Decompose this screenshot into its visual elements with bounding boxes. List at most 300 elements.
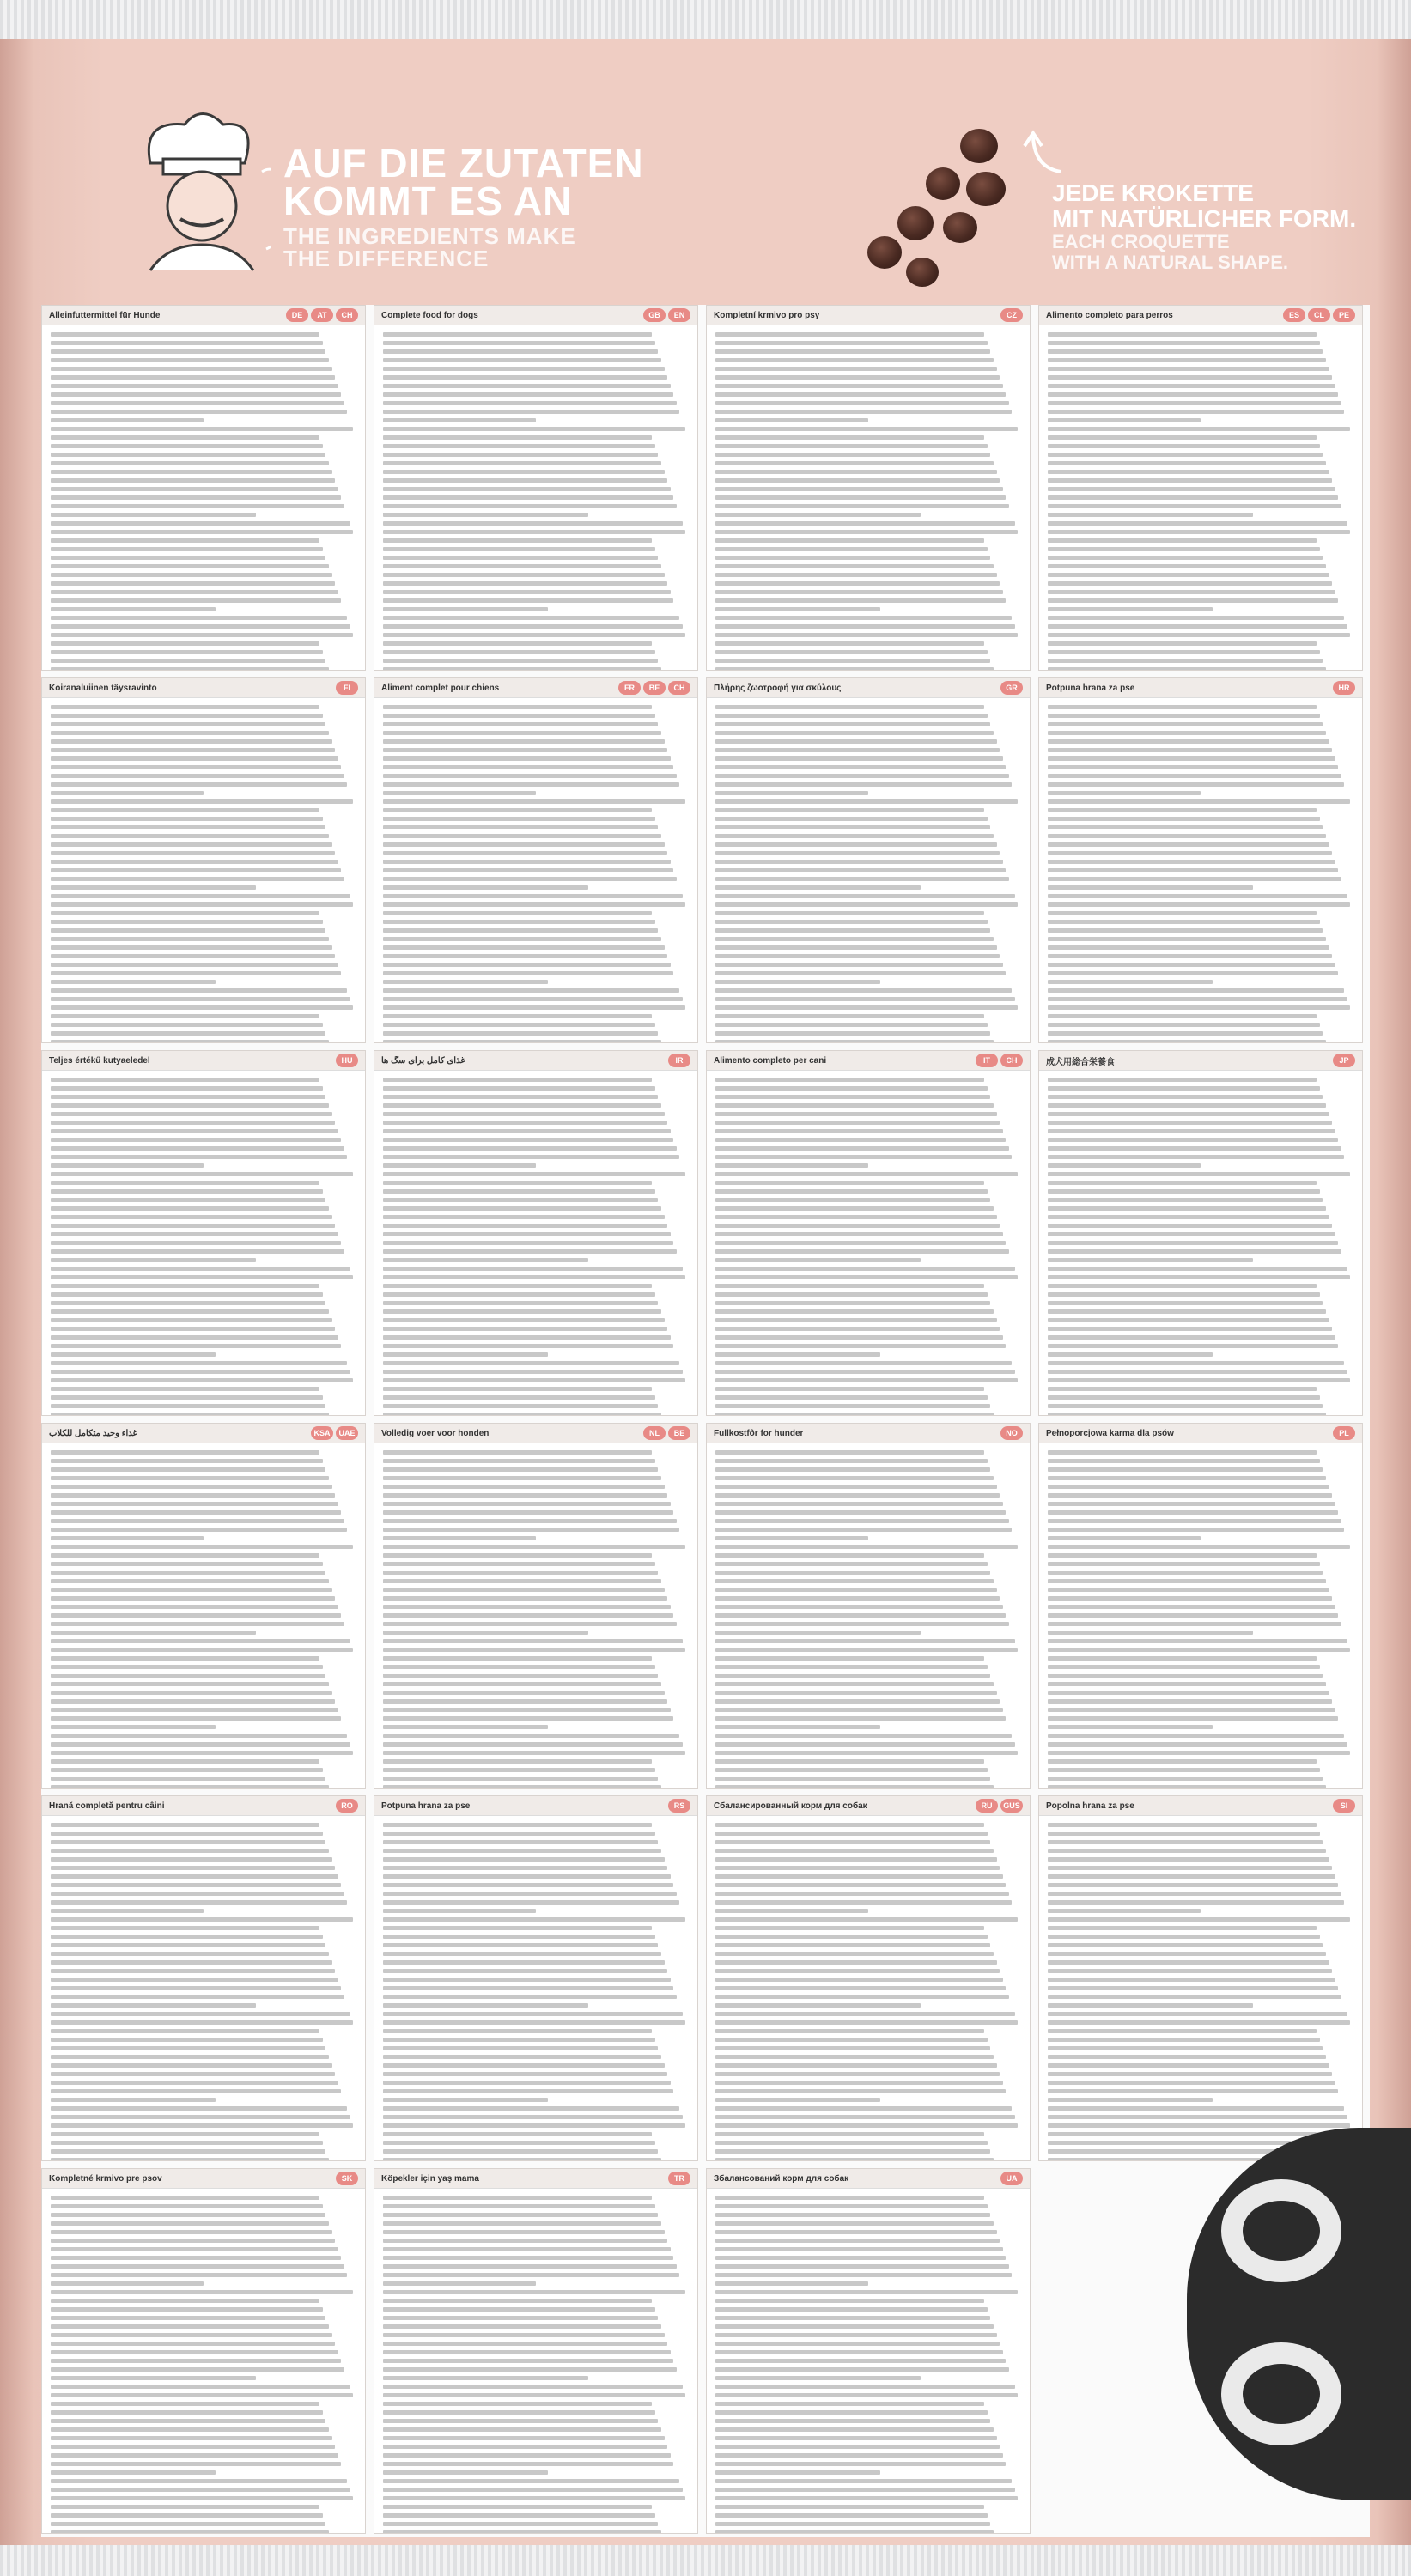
text-line: [51, 2419, 325, 2423]
text-line: [715, 418, 868, 422]
text-line: [715, 1395, 988, 1400]
text-line: [715, 667, 994, 671]
text-line: [1048, 722, 1323, 726]
text-line: [715, 1682, 994, 1686]
country-badges: [336, 1799, 358, 1813]
text-line: [51, 667, 329, 671]
text-line: [383, 1708, 671, 1712]
text-line: [715, 2453, 1003, 2458]
text-line: [1048, 607, 1213, 611]
text-line: [383, 2221, 661, 2226]
text-line: [383, 1138, 673, 1142]
country-badges: [1333, 1799, 1355, 1813]
text-line: [383, 1275, 685, 1279]
text-line: [383, 375, 667, 380]
text-line: [1048, 2098, 1213, 2102]
text-line: [383, 2316, 658, 2320]
text-line: [715, 1103, 994, 1108]
text-line: [1048, 954, 1332, 958]
text-line: [51, 2522, 325, 2526]
declaration-block: [706, 2168, 1031, 2534]
block-header: [374, 2169, 697, 2189]
text-line: [51, 988, 347, 993]
declaration-block: [374, 305, 698, 671]
text-line: [383, 1404, 658, 1408]
text-line: [1048, 1699, 1332, 1704]
text-line: [1048, 358, 1326, 362]
text-line: [715, 748, 1000, 752]
text-line: [1048, 1267, 1347, 1271]
text-line: [715, 885, 921, 890]
text-line: [51, 877, 344, 881]
text-line: [1048, 1078, 1317, 1082]
text-line: [51, 1926, 319, 1930]
text-line: [1048, 521, 1347, 526]
text-line: [383, 478, 667, 483]
country-badge: AT: [311, 308, 333, 322]
text-line: [383, 1969, 667, 1973]
text-line: [1048, 1129, 1335, 1133]
text-line: [1048, 799, 1350, 804]
text-line: [51, 1588, 332, 1592]
text-line: [51, 1935, 323, 1939]
declaration-block: [374, 1423, 698, 1789]
text-line: [715, 808, 984, 812]
text-line: [383, 2462, 673, 2466]
text-line: [383, 2393, 685, 2397]
text-line: [383, 756, 671, 761]
text-line: [51, 1327, 335, 1331]
text-line: [1048, 1413, 1326, 1416]
block-text: [42, 2189, 365, 2534]
text-line: [1048, 1335, 1335, 1340]
country-badges: [311, 1426, 358, 1440]
text-line: [715, 1086, 988, 1091]
text-line: [1048, 1545, 1350, 1549]
country-badge: HR: [1333, 681, 1355, 695]
text-line: [715, 2141, 988, 2145]
country-badges: [286, 308, 358, 322]
text-line: [715, 894, 1015, 898]
block-title: Köpekler için yaş mama: [381, 2173, 479, 2184]
text-line: [715, 1485, 997, 1489]
text-line: [715, 1952, 994, 1956]
text-line: [51, 714, 323, 718]
text-line: [383, 1095, 658, 1099]
block-title: 成犬用総合栄養食: [1046, 1057, 1115, 1067]
declaration-block: [706, 305, 1031, 671]
block-text: [707, 325, 1030, 671]
text-line: [715, 573, 997, 577]
text-line: [383, 1571, 658, 1575]
text-line: [1048, 1823, 1317, 1827]
text-line: [383, 765, 673, 769]
text-line: [715, 1849, 994, 1853]
text-line: [715, 1005, 1018, 1010]
text-line: [51, 2081, 338, 2085]
text-line: [715, 2462, 1006, 2466]
text-line: [1048, 1103, 1326, 1108]
text-line: [383, 2213, 658, 2217]
text-line: [51, 2488, 350, 2492]
text-line: [1048, 937, 1326, 941]
text-line: [715, 478, 1000, 483]
block-header: [1039, 1424, 1362, 1443]
text-line: [1048, 988, 1344, 993]
text-line: [1048, 573, 1329, 577]
text-line: [715, 2496, 1018, 2500]
text-line: [1048, 1849, 1326, 1853]
text-line: [715, 1622, 1009, 1626]
block-title: Volledig voer voor honden: [381, 1428, 490, 1438]
text-line: [383, 1215, 665, 1219]
text-line: [1048, 1344, 1338, 1348]
text-line: [1048, 1327, 1332, 1331]
text-line: [1048, 1215, 1329, 1219]
text-line: [1048, 928, 1323, 933]
country-badges: [1000, 2172, 1023, 2185]
text-line: [383, 885, 588, 890]
text-line: [383, 2038, 655, 2042]
declaration-block: [706, 1795, 1031, 2161]
text-line: [1048, 1352, 1213, 1357]
text-line: [1048, 1292, 1320, 1297]
text-line: [1048, 868, 1338, 872]
text-line: [1048, 1866, 1332, 1870]
text-line: [51, 1112, 332, 1116]
text-line: [383, 384, 671, 388]
text-line: [715, 791, 868, 795]
declaration-block: [1038, 1423, 1363, 1789]
text-line: [383, 547, 655, 551]
text-line: [1048, 667, 1326, 671]
block-header: [374, 1424, 697, 1443]
text-line: [715, 1267, 1015, 1271]
text-line: [715, 937, 994, 941]
text-line: [1048, 470, 1329, 474]
text-line: [715, 1656, 984, 1661]
text-line: [383, 1301, 658, 1305]
text-line: [715, 530, 1018, 534]
text-line: [715, 842, 997, 847]
text-line: [51, 705, 319, 709]
text-line: [715, 1832, 988, 1836]
text-line: [1048, 1519, 1341, 1523]
text-line: [715, 641, 984, 646]
text-line: [715, 1275, 1018, 1279]
text-line: [715, 513, 921, 517]
text-line: [1048, 504, 1341, 508]
text-line: [383, 748, 667, 752]
text-line: [383, 418, 536, 422]
text-line: [51, 2256, 341, 2260]
block-text: [42, 1816, 365, 2161]
country-badge: CH: [1000, 1054, 1023, 1067]
text-line: [51, 1656, 319, 1661]
text-line: [51, 1232, 338, 1236]
text-line: [715, 1502, 1003, 1506]
text-line: [51, 2264, 344, 2269]
text-line: [715, 2158, 994, 2161]
text-line: [51, 607, 216, 611]
block-header: [42, 1424, 365, 1443]
text-line: [51, 1785, 329, 1789]
text-line: [51, 2436, 332, 2440]
text-line: [715, 521, 1015, 526]
text-line: [715, 1014, 984, 1018]
block-header: [42, 1796, 365, 1816]
text-line: [383, 2488, 683, 2492]
text-line: [715, 731, 994, 735]
text-line: [383, 1857, 665, 1862]
text-line: [383, 1189, 655, 1194]
text-line: [1048, 1146, 1341, 1151]
text-line: [51, 963, 338, 967]
kibble-4: [897, 206, 934, 240]
text-line: [715, 2290, 1018, 2294]
text-line: [1048, 1536, 1201, 1540]
text-line: [715, 2239, 1000, 2243]
text-line: [1048, 1605, 1335, 1609]
text-line: [51, 1103, 329, 1108]
text-line: [51, 1751, 353, 1755]
text-line: [383, 341, 655, 345]
text-line: [1048, 731, 1326, 735]
text-line: [715, 928, 990, 933]
text-line: [51, 791, 204, 795]
text-line: [715, 963, 1003, 967]
text-line: [51, 1708, 338, 1712]
text-line: [715, 410, 1012, 414]
text-line: [1048, 748, 1332, 752]
declaration-block: [706, 1050, 1031, 1416]
text-line: [383, 2445, 667, 2449]
text-line: [51, 782, 347, 787]
text-line: [383, 1874, 671, 1879]
text-line: [51, 2479, 347, 2483]
text-line: [715, 1078, 984, 1082]
text-line: [383, 2385, 683, 2389]
text-line: [383, 920, 655, 924]
text-line: [383, 980, 548, 984]
text-line: [51, 1249, 344, 1254]
text-line: [51, 2029, 319, 2033]
text-line: [383, 1163, 536, 1168]
text-line: [383, 1734, 679, 1738]
text-line: [1048, 877, 1341, 881]
text-line: [383, 782, 679, 787]
block-header: [42, 2169, 365, 2189]
headline-line2: KOMMT ES AN: [283, 179, 573, 223]
text-line: [383, 2115, 683, 2119]
text-line: [383, 739, 665, 744]
text-line: [715, 2427, 994, 2432]
text-line: [1048, 860, 1335, 864]
text-line: [383, 2342, 667, 2346]
text-line: [715, 1909, 868, 1913]
text-line: [383, 1476, 661, 1480]
text-line: [383, 1665, 655, 1669]
text-line: [1048, 444, 1320, 448]
text-line: [1048, 641, 1317, 646]
block-title: Πλήρης ζωοτροφή για σκύλους: [714, 683, 842, 693]
text-line: [383, 556, 658, 560]
text-line: [51, 1622, 344, 1626]
text-line: [383, 332, 652, 337]
text-line: [715, 1023, 988, 1027]
text-line: [51, 799, 353, 804]
text-line: [51, 1224, 335, 1228]
text-line: [383, 1292, 655, 1297]
text-line: [1048, 1571, 1323, 1575]
block-header: [374, 306, 697, 325]
text-line: [1048, 2029, 1317, 2033]
text-line: [715, 834, 994, 838]
text-line: [1048, 980, 1213, 984]
text-line: [51, 1163, 204, 1168]
text-line: [383, 2333, 665, 2337]
text-line: [715, 765, 1006, 769]
text-line: [383, 1909, 536, 1913]
text-line: [715, 1734, 1012, 1738]
text-line: [1048, 367, 1329, 371]
text-line: [715, 1095, 990, 1099]
text-line: [51, 2427, 329, 2432]
text-line: [383, 2496, 685, 2500]
text-line: [51, 2055, 329, 2059]
text-line: [383, 2505, 652, 2509]
block-text: [707, 1443, 1030, 1789]
text-line: [1048, 1309, 1326, 1314]
text-line: [715, 1232, 1003, 1236]
text-line: [715, 590, 1003, 594]
text-line: [383, 1040, 661, 1043]
text-line: [715, 547, 988, 551]
text-line: [1048, 435, 1317, 440]
text-line: [51, 1995, 344, 1999]
text-line: [51, 1969, 335, 1973]
text-line: [1048, 1485, 1329, 1489]
text-line: [715, 659, 990, 663]
text-line: [715, 1327, 1000, 1331]
country-badge: SK: [336, 2172, 358, 2185]
text-line: [51, 616, 347, 620]
text-line: [383, 470, 665, 474]
text-line: [383, 2273, 679, 2277]
text-line: [51, 590, 338, 594]
block-title: Complete food for dogs: [381, 310, 478, 320]
text-line: [51, 401, 344, 405]
text-line: [1048, 1249, 1341, 1254]
block-title: Popolna hrana za pse: [1046, 1801, 1134, 1811]
text-line: [1048, 1935, 1320, 1939]
text-line: [383, 2072, 667, 2076]
country-badge: GUS: [1000, 1799, 1023, 1813]
text-line: [383, 1459, 655, 1463]
block-text: [374, 1443, 697, 1789]
text-line: [51, 2359, 341, 2363]
text-line: [1048, 842, 1329, 847]
text-line: [715, 2012, 1015, 2016]
text-line: [715, 1404, 990, 1408]
text-line: [51, 885, 256, 890]
text-line: [51, 2230, 332, 2234]
text-line: [715, 504, 1009, 508]
text-line: [51, 1267, 350, 1271]
text-line: [715, 384, 1003, 388]
text-line: [1048, 513, 1253, 517]
text-line: [51, 598, 341, 603]
text-line: [51, 997, 350, 1001]
text-line: [1048, 1181, 1317, 1185]
text-line: [715, 2213, 990, 2217]
country-badge: IR: [668, 1054, 690, 1067]
text-line: [51, 1502, 338, 1506]
text-line: [1048, 581, 1332, 586]
block-header: [1039, 678, 1362, 698]
text-line: [715, 877, 1009, 881]
text-line: [1048, 1682, 1326, 1686]
country-badges: [336, 1054, 358, 1067]
text-line: [383, 1181, 652, 1185]
text-line: [383, 851, 667, 855]
text-line: [383, 564, 661, 568]
country-badge: FI: [336, 681, 358, 695]
text-line: [1048, 1900, 1344, 1905]
text-line: [51, 1613, 341, 1618]
text-line: [1048, 1361, 1344, 1365]
country-badge: IT: [976, 1054, 998, 1067]
text-line: [715, 1224, 1000, 1228]
text-line: [51, 1292, 323, 1297]
country-badges: [336, 681, 358, 695]
text-line: [383, 2196, 652, 2200]
text-line: [51, 418, 204, 422]
country-badge: PE: [1333, 308, 1355, 322]
country-badge: DE: [286, 308, 308, 322]
text-line: [715, 624, 1015, 629]
text-line: [383, 495, 673, 500]
text-line: [1048, 1301, 1323, 1305]
text-line: [715, 1459, 988, 1463]
text-line: [383, 1588, 665, 1592]
text-line: [51, 1172, 353, 1176]
text-line: [51, 2072, 335, 2076]
text-line: [51, 774, 344, 778]
text-line: [1048, 1450, 1317, 1455]
text-line: [51, 2342, 335, 2346]
text-line: [715, 1335, 1003, 1340]
text-line: [1048, 1674, 1323, 1678]
text-line: [383, 667, 661, 671]
block-header: [374, 678, 697, 698]
text-line: [1048, 1224, 1332, 1228]
kibble-6: [867, 236, 902, 269]
text-line: [51, 581, 335, 586]
text-line: [51, 1759, 319, 1764]
text-line: [383, 1536, 536, 1540]
text-line: [51, 1674, 325, 1678]
text-line: [383, 860, 671, 864]
text-line: [715, 1960, 997, 1965]
text-line: [715, 616, 1012, 620]
text-line: [51, 1078, 319, 1082]
text-line: [383, 2158, 661, 2161]
text-line: [383, 1768, 655, 1772]
text-line: [51, 495, 341, 500]
text-line: [715, 799, 1018, 804]
text-line: [51, 1476, 329, 1480]
